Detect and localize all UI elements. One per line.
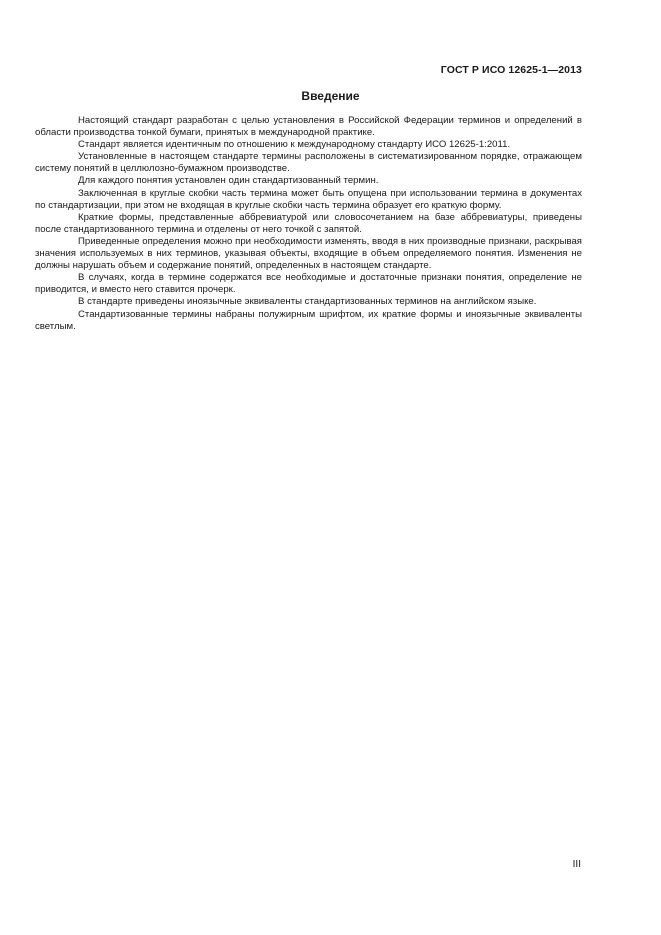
paragraph-identity: Стандарт является идентичным по отношению к международному стандарту ИСО 12625-1:2011. (78, 139, 511, 151)
paragraph-no-definition: В случаях, когда в термине содержатся все необходимые и достаточные признаки понятия, определение не приводится, и вместо него ставится прочерк. (35, 272, 582, 296)
paragraph-typography: Стандартизованные термины набраны полужирным шрифтом, их краткие формы и иноязычные эквиваленты светлым. (35, 308, 582, 332)
paragraph-single-term: Для каждого понятия установлен один стандартизованный термин. (78, 175, 379, 187)
section-title: Введение (301, 89, 360, 103)
page-number: III (572, 859, 581, 870)
paragraph-arrangement: Установленные в настоящем стандарте термины расположены в систематизированном порядке, отражающем систему понятий в целлюлозно-бумажном производстве. (35, 151, 582, 175)
paragraph-brackets: Заключенная в круглые скобки часть термина может быть опущена при использовании термина в документах по стандартизации, при этом не входящая в круглые скобки часть термина образует его краткую форму. (35, 187, 582, 211)
paragraph-definitions: Приведенные определения можно при необходимости изменять, вводя в них производные признаки, раскрывая значения используемых в них терминов, указывая объекты, входящие в объем определяемого понятия. Изменения не должны нарушать объем и содержание понятий, определенных в настоящем стандарте. (35, 235, 582, 272)
introduction-body (35, 115, 582, 333)
document-code-header: ГОСТ Р ИСО 12625-1—2013 (440, 64, 582, 76)
paragraph-abbreviations: Краткие формы, представленные аббревиатурой или словосочетанием на базе аббревиатуры, приведены после стандартизованного термина и отделены от него точкой с запятой. (35, 211, 582, 235)
paragraph-equivalents: В стандарте приведены иноязычные эквиваленты стандартизованных терминов на английском языке. (78, 296, 537, 308)
paragraph-purpose: Настоящий стандарт разработан с целью установления в Российской Федерации терминов и определений в области производства тонкой бумаги, принятых в международной практике. (35, 115, 582, 139)
